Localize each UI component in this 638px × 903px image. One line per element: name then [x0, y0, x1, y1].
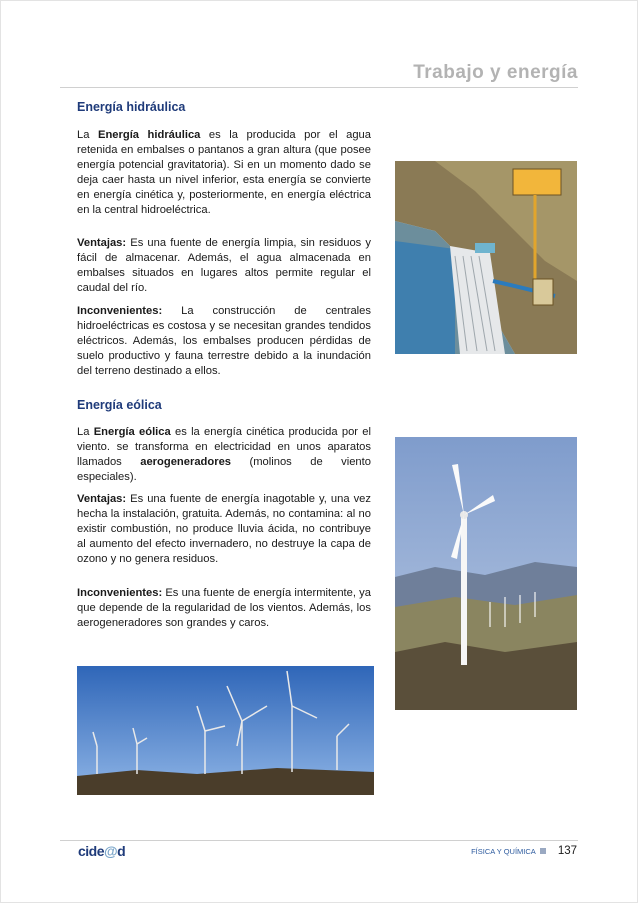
header-rule: [60, 87, 578, 88]
footer-page-info: [471, 845, 577, 857]
paragraph-hidraulica-inconvenientes: Inconvenientes: La construcción de centrales hidroeléctricas es costosa y se necesitan grandes tendidos eléctricos. Además, los embalses producen pérdidas de suelo productivo y fauna terrestre debido a la inundación del terreno destinado a ellos.: [77, 305, 371, 378]
paragraph-eolica-ventajas: Ventajas: Es una fuente de energía inagotable y, una vez hecha la instalación, gratuita. Además, no contamina: al no existir combustión, no produce lluvia ácida, no contribuye al aumento del efecto invernadero, no destruye la capa de ozono y no genera residuos.: [77, 493, 371, 566]
paragraph-hidraulica-intro: La Energía hidráulica es la producida por el agua retenida en embalses o pantanos a gran altura (que posee energía potencial gravitatoria). Si en un momento dado se deja caer hasta un nivel inferior, esta energía se convierte en energía cinética y, posteriormente, en energía eléctrica en la central hidroeléctrica.: [77, 129, 371, 217]
label-inconvenientes: Inconvenientes:: [77, 305, 163, 317]
cidead-logo: cide@d: [78, 843, 126, 859]
wind-farm-photo: [77, 666, 374, 795]
section-title-eolica: Energía eólica: [77, 398, 162, 412]
hydroelectric-dam-illustration: [395, 161, 577, 354]
footer-subject: FÍSICA Y QUÍMICA: [471, 846, 536, 856]
paragraph-hidraulica-ventajas: Ventajas: Es una fuente de energía limpia, sin residuos y fácil de almacenar. Además, el agua almacenada en embalses situados en lugares altos permite regular el caudal del río.: [77, 237, 371, 295]
section-title-hidraulica: Energía hidráulica: [77, 100, 186, 114]
label-inconvenientes: Inconvenientes:: [77, 587, 163, 599]
label-ventajas: Ventajas:: [77, 237, 127, 249]
wind-turbine-photo: [395, 437, 577, 710]
page-number: 137: [557, 845, 577, 857]
paragraph-eolica-intro: La Energía eólica es la energía cinética producida por el viento. se transforma en electricidad en unos aparatos llamados aerogeneradores (molinos de viento especiales).: [77, 426, 371, 484]
paragraph-eolica-inconvenientes: Inconvenientes: Es una fuente de energía intermitente, ya que depende de la regularidad de los vientos. Además, los aerogeneradores son grandes y caros.: [77, 587, 371, 630]
page-header-title: Trabajo y energía: [413, 62, 578, 83]
label-ventajas: Ventajas:: [77, 493, 127, 505]
footer-square-icon: [540, 848, 546, 854]
footer-rule: [60, 840, 578, 841]
